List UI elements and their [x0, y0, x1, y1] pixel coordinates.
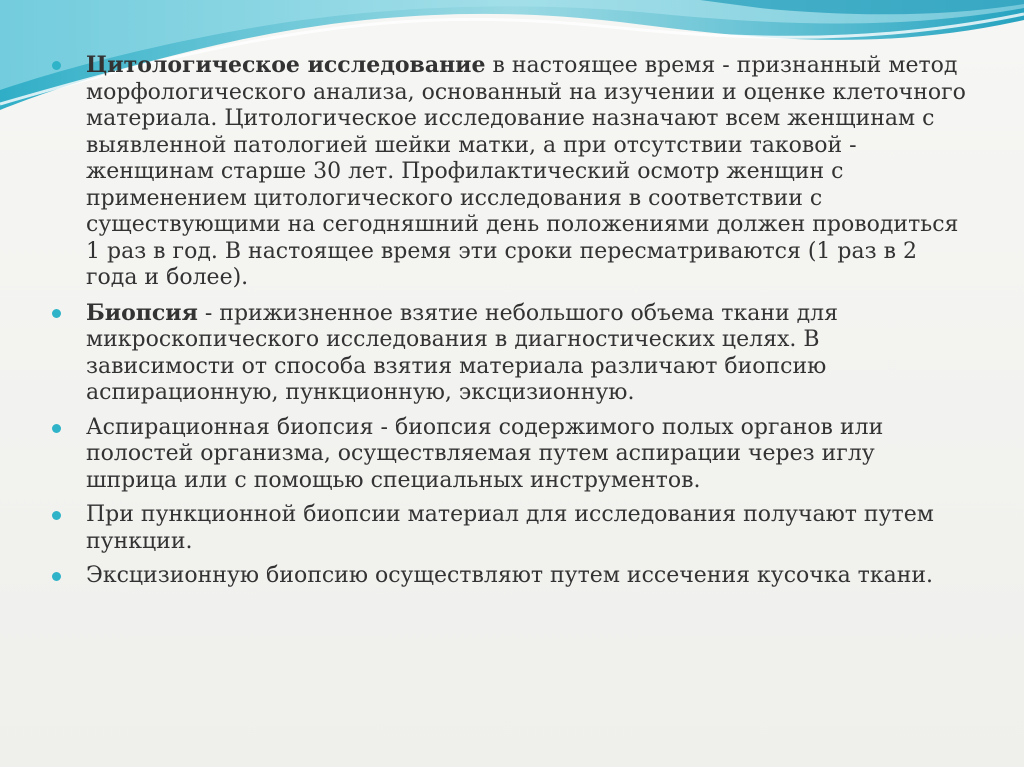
bullet-biopsy [52, 300, 972, 407]
bullet-text: Аспирационная биопсия - биопсия содержимого полых органов или полостей организма, осуществляемая путем аспирации через иглу шприца или с помощью специальных инструментов. [86, 414, 884, 493]
bullet-text: - прижизненное взятие небольшого объема ткани для микроскопического исследования в диагностических целях. В зависимости от способа взятия материала различают биопсию аспирационную, пункционную, эксцизионную. [86, 300, 839, 405]
bullet-dot-icon [52, 572, 61, 581]
bullet-dot-icon [52, 61, 61, 70]
bullet-term: Биопсия [86, 299, 198, 326]
bullet-cytology [52, 52, 972, 292]
bullet-excision-biopsy [52, 563, 972, 590]
bullet-dot-icon [52, 511, 61, 520]
bullet-text: При пункционной биопсии материал для исследования получают путем пункции. [86, 502, 934, 554]
bullet-dot-icon [52, 309, 61, 318]
bullet-dot-icon [52, 424, 61, 433]
slide-content [52, 52, 972, 598]
bullet-text: Эксцизионную биопсию осуществляют путем иссечения кусочка ткани. [86, 563, 934, 588]
bullet-list [52, 52, 972, 590]
bullet-text: в настоящее время - признанный метод морфологического анализа, основанный на изучении и оценке клеточного материала. Цитологическое исследование назначают всем женщинам с выявленной патологией шейки матки, а при отсутствии таковой - женщинам старше 30 лет. Профилактический осмотр женщин с применением цитологического исследования в соответствии с существующими на сегодняшний день положениями должен проводиться 1 раз в год. В настоящее время эти сроки пересматриваются (1 раз в 2 года и более). [86, 53, 966, 290]
bullet-puncture-biopsy [52, 502, 972, 555]
bullet-term: Цитологическое исследование [86, 52, 486, 78]
bullet-aspiration-biopsy [52, 415, 972, 495]
